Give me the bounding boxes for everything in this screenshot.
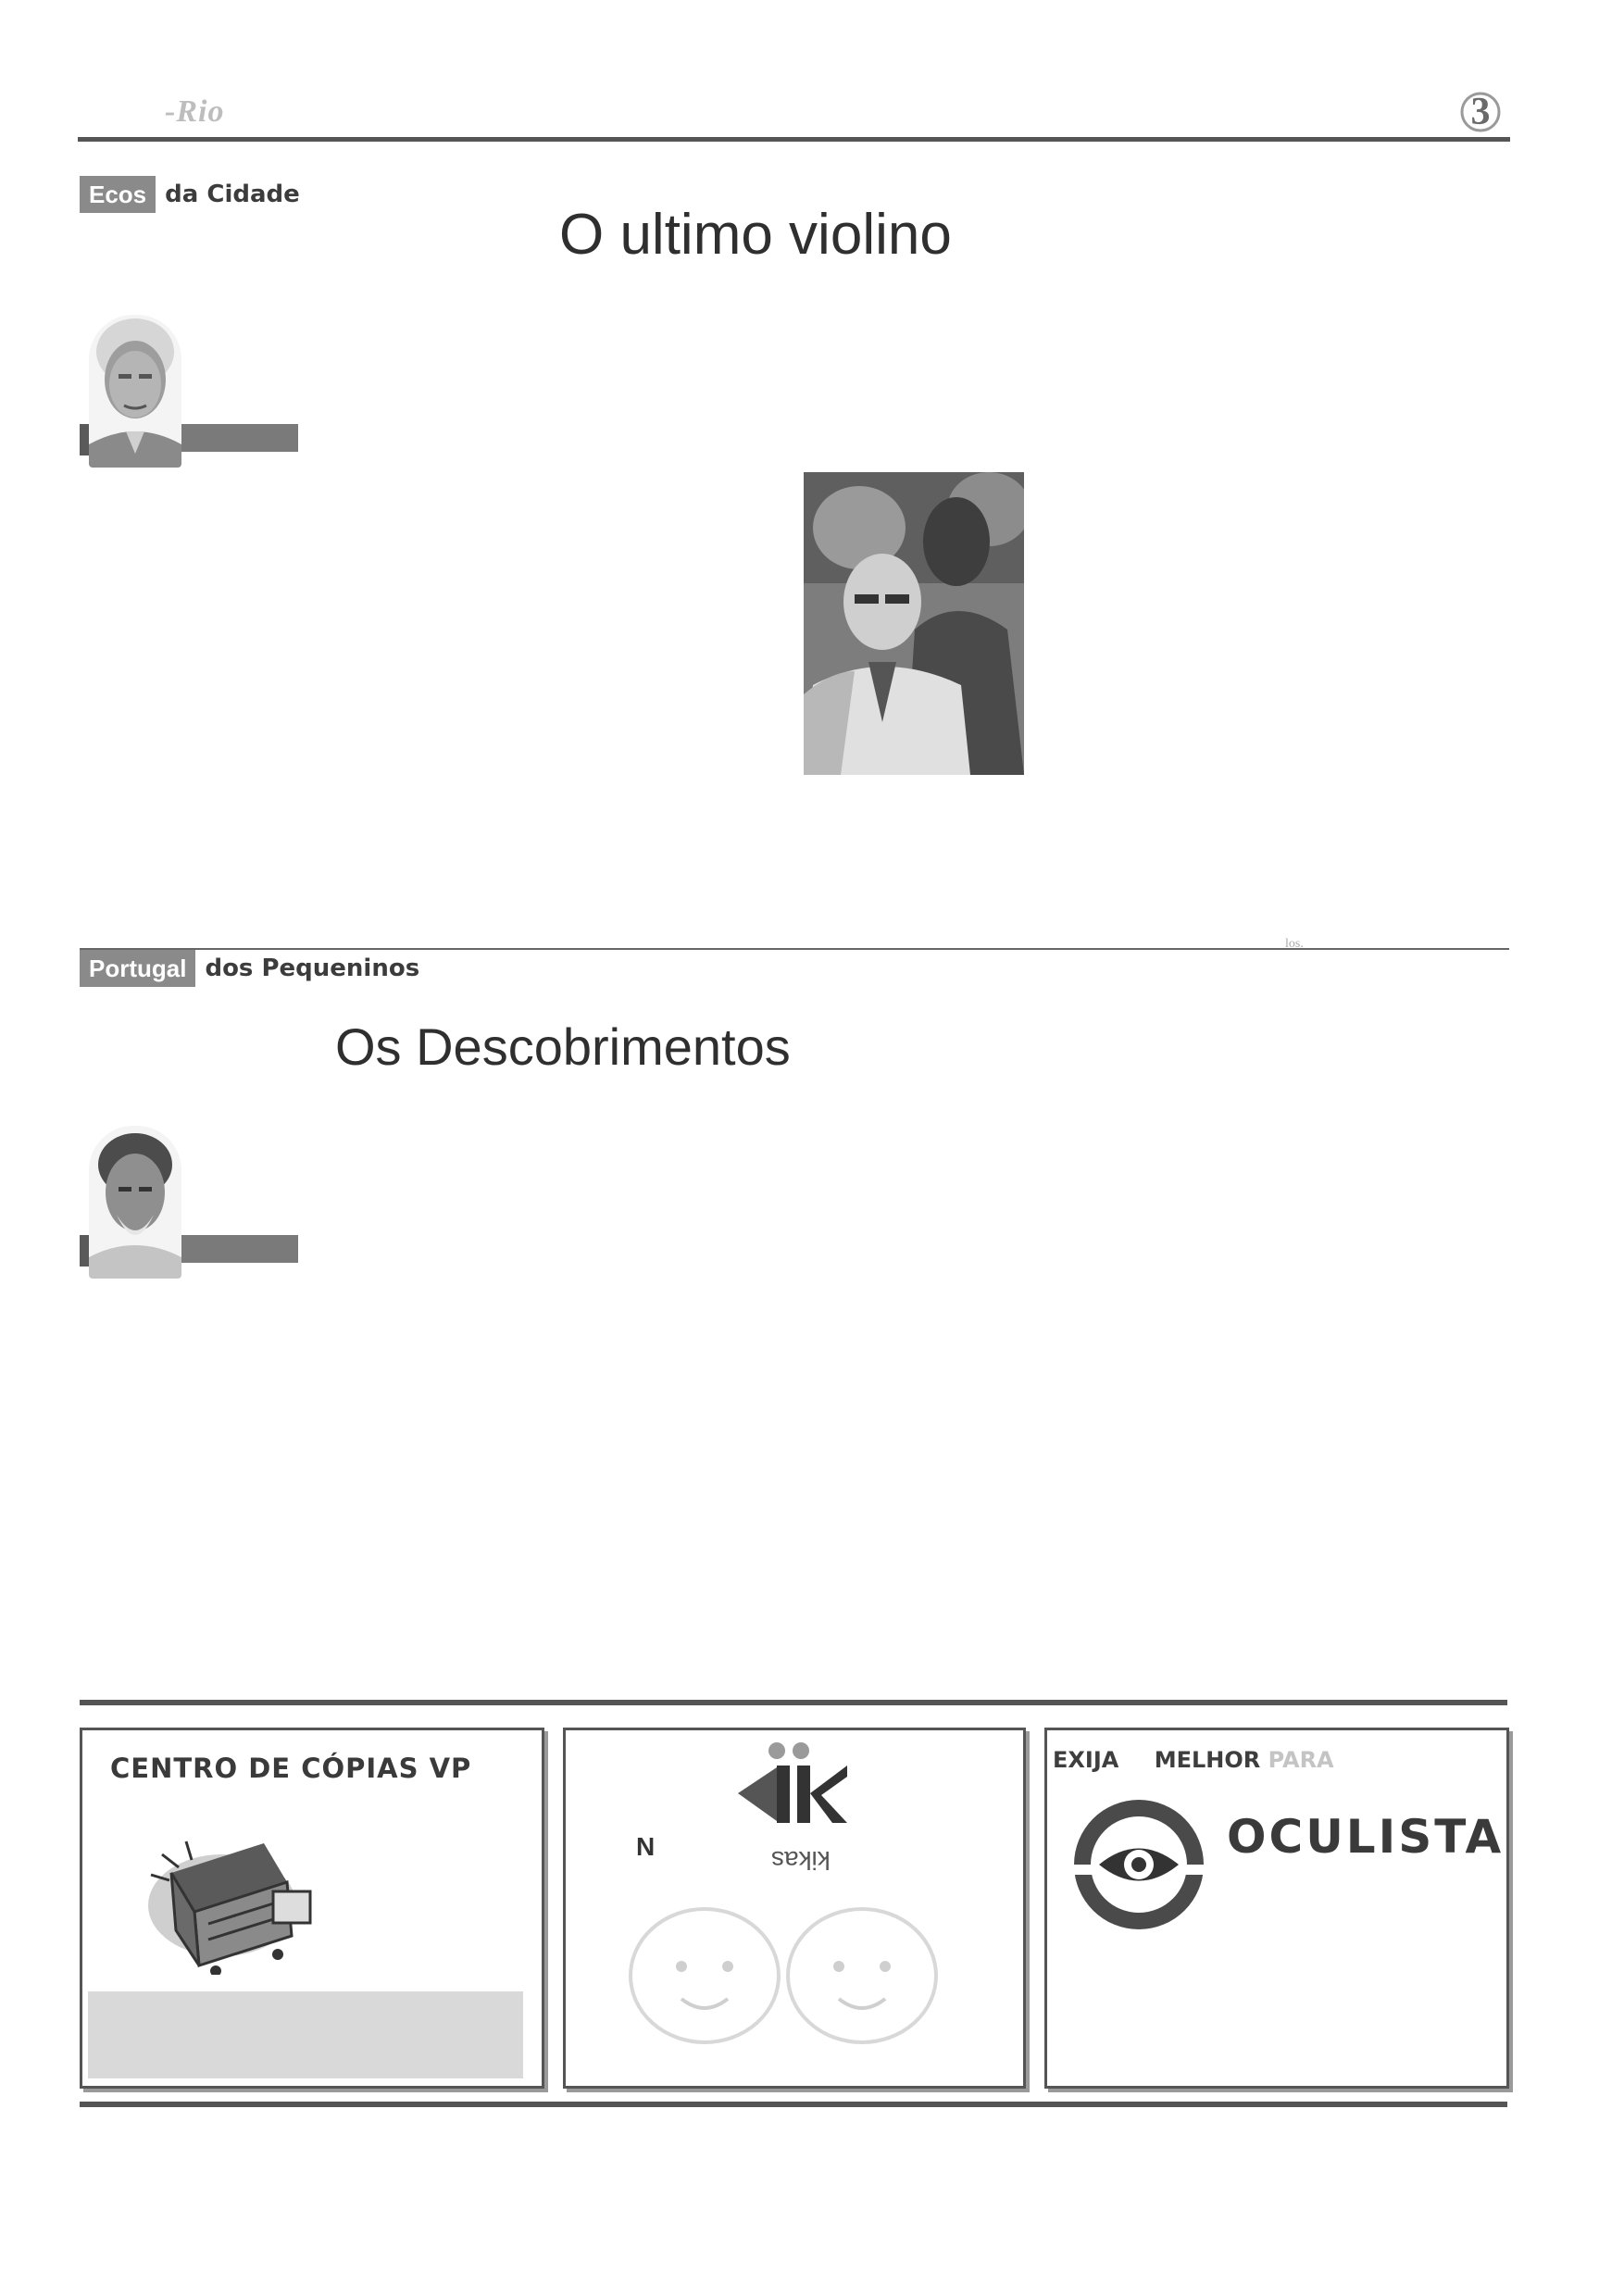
ad-kikas[interactable]	[563, 1728, 1026, 2089]
page-number-value: 3	[1470, 91, 1491, 133]
author-mark	[80, 1235, 89, 1267]
ad-oculista-headline-b: MELHOR	[1154, 1747, 1261, 1773]
author-name-bar	[176, 424, 298, 452]
author-portrait-2	[89, 1126, 181, 1279]
ad-copias-title: CENTRO DE CÓPIAS VP	[110, 1753, 472, 1784]
article-photo-violino	[804, 472, 1024, 775]
ad-oculista[interactable]	[1044, 1728, 1509, 2089]
section-tag-box: Ecos	[80, 176, 156, 213]
ad-centro-copias[interactable]	[80, 1728, 544, 2089]
masthead-rule	[78, 137, 1510, 142]
section-tag-box: Portugal	[80, 950, 195, 987]
section-tag-text: dos Pequeninos	[205, 955, 420, 982]
section-tag-text: da Cidade	[165, 181, 300, 208]
ad-oculista-headline	[1053, 1747, 1334, 1773]
kids-faces-icon	[603, 1888, 992, 2068]
ads-top-rule	[80, 1700, 1507, 1705]
article-headline-violino: O ultimo violino	[559, 203, 952, 267]
kikas-brand: kikas	[771, 1846, 831, 1875]
masthead-logo: -Rio	[165, 94, 225, 129]
kikas-letter: N	[636, 1832, 656, 1861]
author-portrait-1	[89, 315, 181, 468]
author-name-bar	[176, 1235, 298, 1263]
photocopier-icon	[134, 1827, 319, 1979]
eye-logo-icon	[1071, 1797, 1206, 1937]
ads-bottom-rule	[80, 2102, 1507, 2107]
page-number	[1457, 89, 1504, 135]
kikas-logo-icon	[729, 1740, 858, 1846]
ad-oculista-headline-a: EXIJA	[1053, 1747, 1119, 1773]
ad-copias-info-band	[88, 1991, 523, 2078]
ad-oculista-wordmark: OCULISTA	[1227, 1810, 1505, 1864]
section-tag-portugal	[80, 950, 419, 987]
ad-oculista-headline-c: PARA	[1268, 1747, 1334, 1773]
stray-text: los.	[1285, 937, 1304, 951]
author-mark	[80, 424, 89, 455]
section-tag-ecos	[80, 176, 300, 213]
article-headline-descobrimentos: Os Descobrimentos	[335, 1017, 791, 1076]
